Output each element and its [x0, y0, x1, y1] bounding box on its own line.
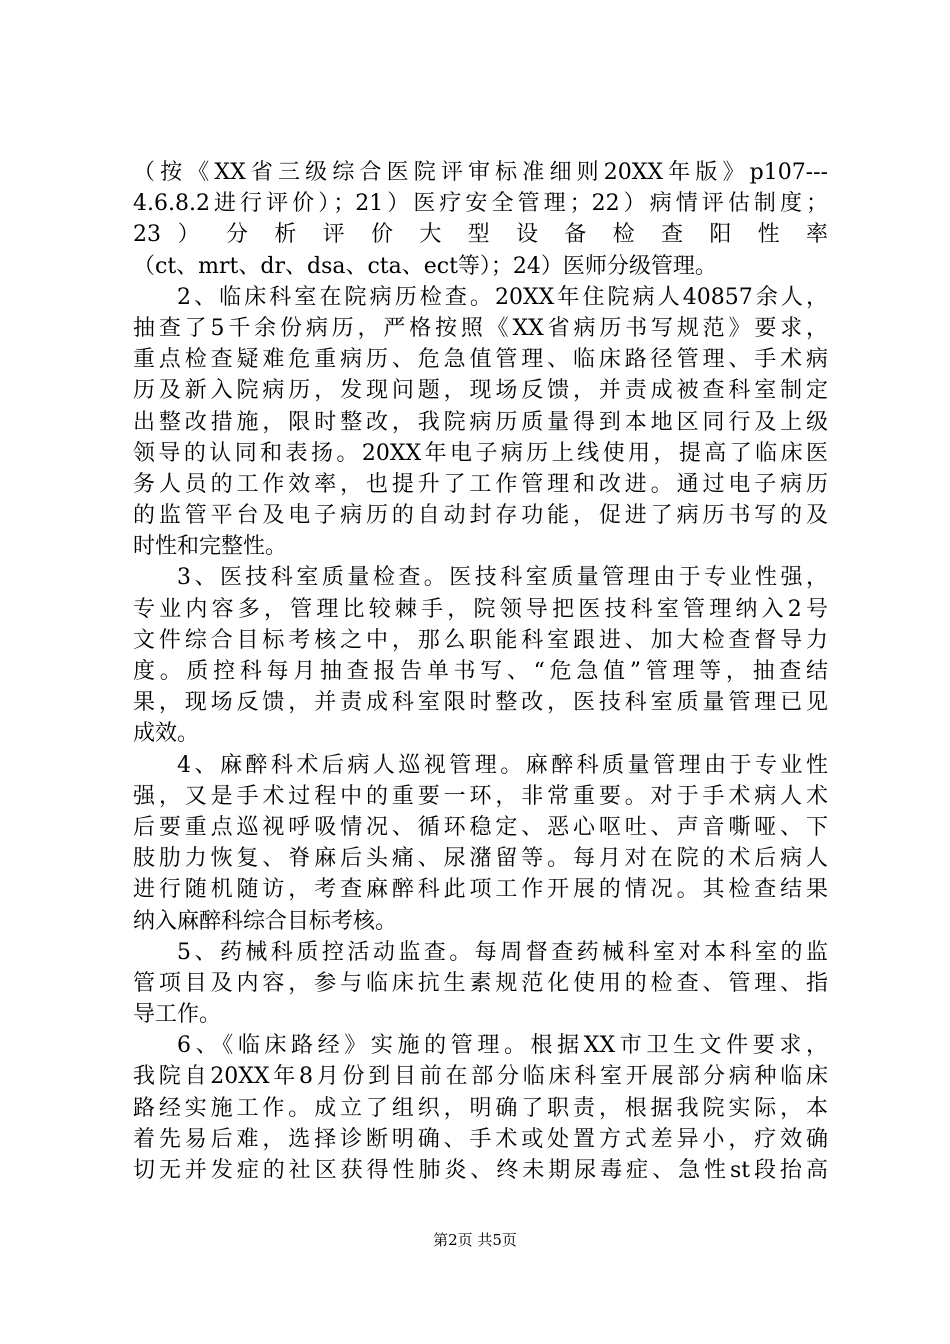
text-line: 切无并发症的社区获得性肺炎、终未期尿毒症、急性st段抬高 [133, 1158, 828, 1183]
text-line: 历及新入院病历，发现问题，现场反馈，并责成被查科室制定 [133, 378, 828, 404]
document-body [133, 157, 828, 1186]
text-line: 23 ） 分 析 评 价 大 型 设 备 检 查 阳 性 率 [133, 222, 828, 248]
text-line: 出整改措施，限时整改，我院病历质量得到本地区同行及上级 [133, 409, 828, 435]
text-line: （ct、mrt、dr、dsa、cta、ect等）；24）医师分级管理。 [133, 253, 717, 279]
text-line: 纳入麻醉科综合目标考核。 [133, 908, 398, 934]
text-line: 4、麻醉科术后病人巡视管理。麻醉科质量管理由于专业性 [177, 752, 828, 778]
text-line: 务人员的工作效率，也提升了工作管理和改进。通过电子病历 [133, 471, 828, 497]
text-line: （按《XX省三级综合医院评审标准细则20XX年版》p107--- [133, 160, 828, 185]
text-line: 文件综合目标考核之中，那么职能科室跟进、加大检查督导力 [133, 627, 828, 653]
text-line: 2、临床科室在院病历检查。20XX年住院病人40857余人， [177, 284, 828, 310]
text-line: 成效。 [133, 721, 200, 747]
text-line: 专业内容多，管理比较棘手，院领导把医技科室管理纳入2号 [133, 596, 828, 622]
text-line: 路经实施工作。成立了组织，明确了职责，根据我院实际，本 [133, 1095, 828, 1121]
text-line: 5、药械科质控活动监查。每周督查药械科室对本科室的监 [177, 939, 828, 965]
text-line: 管项目及内容，参与临床抗生素规范化使用的检查、管理、指 [133, 970, 828, 996]
text-line: 我院自20XX年8月份到目前在部分临床科室开展部分病种临床 [133, 1064, 828, 1090]
text-line: 肢肋力恢复、脊麻后头痛、尿潴留等。每月对在院的术后病人 [133, 846, 828, 872]
text-line: 果，现场反馈，并责成科室限时整改，医技科室质量管理已见 [133, 690, 828, 716]
text-line: 抽查了5千余份病历，严格按照《XX省病历书写规范》要求， [133, 315, 828, 341]
text-line: 后要重点巡视呼吸情况、循环稳定、恶心呕吐、声音嘶哑、下 [133, 814, 828, 840]
page-footer: 第2页 共5页 [433, 1231, 517, 1249]
text-line: 时性和完整性。 [133, 534, 288, 560]
text-line: 进行随机随访，考查麻醉科此项工作开展的情况。其检查结果 [133, 877, 828, 903]
text-line: 领导的认同和表扬。20XX年电子病历上线使用，提高了临床医 [133, 440, 828, 466]
text-line: 强，又是手术过程中的重要一环，非常重要。对于手术病人术 [133, 783, 828, 809]
text-line: 度。质控科每月抽查报告单书写、“危急值”管理等，抽查结 [133, 659, 828, 684]
text-line: 3、医技科室质量检查。医技科室质量管理由于专业性强， [177, 565, 828, 591]
text-line: 重点检查疑难危重病历、危急值管理、临床路径管理、手术病 [133, 347, 828, 373]
text-line: 6、《临床路经》实施的管理。根据XX市卫生文件要求， [177, 1033, 828, 1059]
text-line: 4.6.8.2进行评价）；21）医疗安全管理；22）病情评估制度； [133, 191, 828, 217]
text-line: 的监管平台及电子病历的自动封存功能，促进了病历书写的及 [133, 503, 828, 529]
text-line: 着先易后难，选择诊断明确、手术或处置方式差异小，疗效确 [133, 1126, 828, 1152]
text-line: 导工作。 [133, 1002, 222, 1028]
